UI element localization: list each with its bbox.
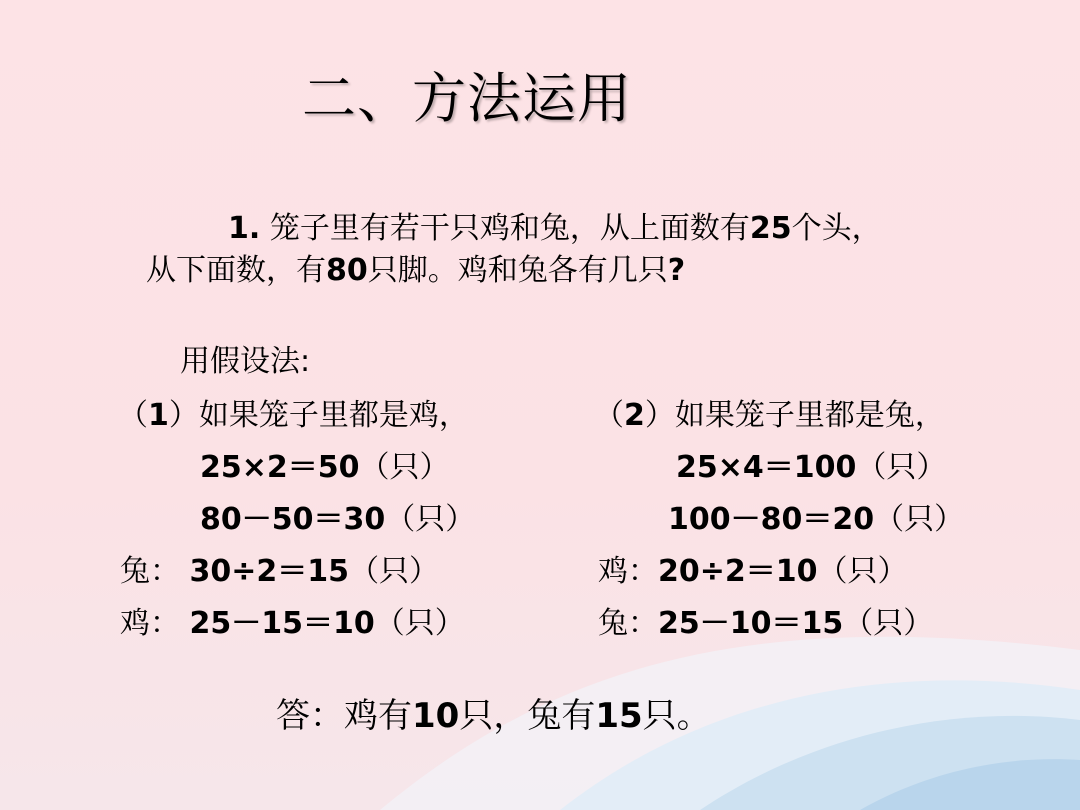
right-calc-3-unit: （只） — [817, 554, 908, 589]
problem-number: 1. — [228, 211, 261, 246]
left-calc-1-unit: （只） — [359, 450, 450, 485]
answer-chickens: 10 — [412, 696, 460, 736]
problem-heads-count: 25 — [749, 211, 792, 246]
left-calc-3-expr: 30÷2＝15 — [189, 554, 350, 589]
left-calc-3-unit: （只） — [349, 554, 440, 589]
right-calc-3 — [598, 546, 908, 590]
right-heading-text: ）如果笼子里都是兔， — [644, 398, 945, 433]
right-heading-num: 2 — [624, 398, 645, 433]
right-heading-open: （ — [594, 398, 624, 433]
answer-text-a: 答：鸡有 — [276, 696, 412, 736]
left-calc-3 — [120, 546, 439, 590]
left-calc-2-unit: （只） — [385, 502, 476, 537]
right-calc-1 — [676, 442, 946, 486]
problem-text-2a: 从下面数，有 — [146, 253, 326, 288]
left-heading-open: （ — [118, 398, 148, 433]
left-heading — [118, 390, 469, 434]
answer-line — [276, 688, 711, 737]
right-calc-3-expr: 20÷2＝10 — [658, 554, 818, 589]
answer-text-e: 只。 — [642, 696, 711, 736]
problem-line-1 — [228, 203, 882, 247]
problem-text-2c: 只脚。鸡和兔各有几只 — [367, 253, 668, 288]
method-label: 用假设法: — [180, 344, 311, 379]
right-calc-4-unit: （只） — [843, 606, 934, 641]
problem-text-1c: 个头， — [791, 211, 882, 246]
right-calc-2 — [668, 494, 964, 538]
left-heading-num: 1 — [148, 398, 169, 433]
right-calc-4-expr: 25－10＝15 — [658, 606, 844, 641]
left-calc-4-label: 鸡： — [120, 606, 180, 641]
left-calc-1-expr: 25×2＝50 — [200, 450, 360, 485]
answer-rabbits: 15 — [595, 696, 643, 736]
right-calc-2-expr: 100－80＝20 — [668, 502, 875, 537]
right-calc-1-expr: 25×4＝100 — [676, 450, 857, 485]
right-calc-4-label: 兔： — [598, 606, 658, 641]
problem-question-mark: ? — [667, 253, 686, 288]
left-calc-1 — [200, 442, 450, 486]
right-calc-1-unit: （只） — [856, 450, 947, 485]
problem-line-2 — [146, 245, 685, 289]
left-calc-4-expr: 25－15＝10 — [189, 606, 375, 641]
right-calc-3-label: 鸡： — [598, 554, 658, 589]
left-heading-text: ）如果笼子里都是鸡， — [168, 398, 469, 433]
left-calc-3-label: 兔： — [120, 554, 180, 589]
left-calc-4 — [120, 598, 465, 642]
problem-text-1a: 笼子里有若干只鸡和兔，从上面数有 — [269, 211, 750, 246]
slide-title: 二、方法运用 — [302, 67, 632, 130]
left-calc-2 — [200, 494, 475, 538]
right-calc-4 — [598, 598, 933, 642]
answer-text-c: 只，兔有 — [459, 696, 596, 736]
left-calc-4-unit: （只） — [374, 606, 465, 641]
problem-feet-count: 80 — [326, 253, 368, 288]
right-calc-2-unit: （只） — [874, 502, 965, 537]
left-calc-2-expr: 80－50＝30 — [200, 502, 386, 537]
right-heading — [594, 390, 945, 434]
